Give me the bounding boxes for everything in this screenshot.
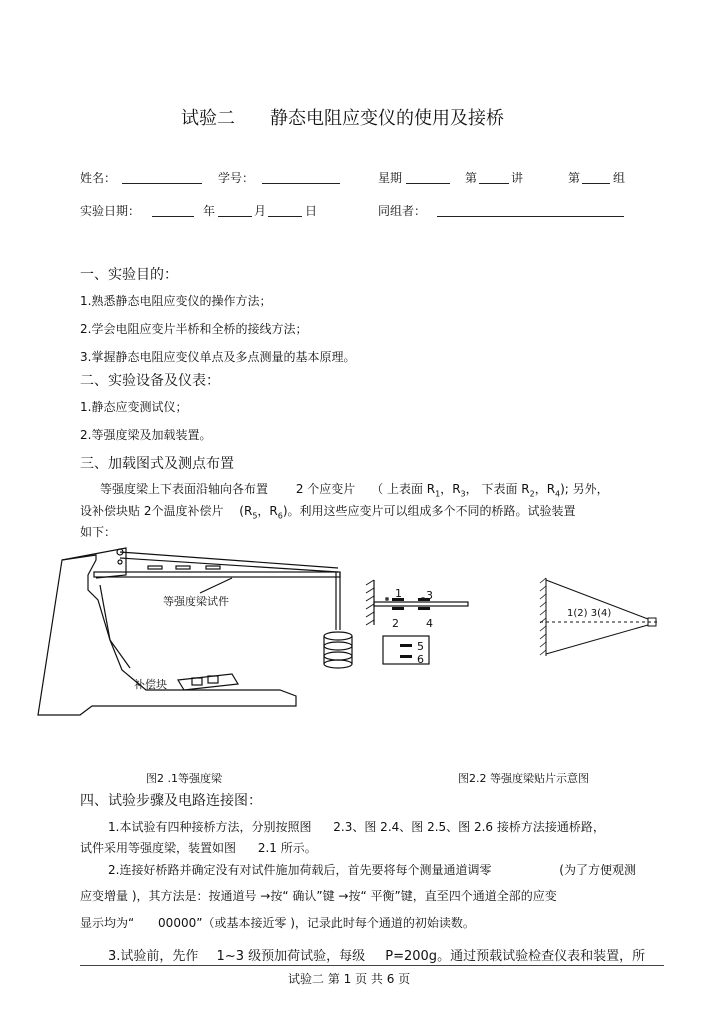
sub-4: 4 — [555, 489, 561, 499]
title-number: 试验二 — [181, 108, 235, 129]
beam-specimen — [94, 572, 340, 577]
sub-6: 6 — [277, 511, 283, 521]
lecture-pre: 第 — [465, 171, 478, 185]
gauge-6-mark — [400, 655, 412, 658]
sec4-line-5 — [80, 914, 475, 931]
month-label: 月 — [254, 204, 267, 218]
sec4-line-2 — [80, 839, 317, 856]
sec4-p5-a: 显示均为“ — [80, 916, 135, 930]
gauge-3-label: 3 — [426, 589, 433, 602]
gauge-2-mark — [392, 607, 404, 610]
stand-frame — [38, 555, 296, 715]
sec4-p2-a: 试件采用等强度梁，装置如图 — [80, 841, 237, 855]
sec4-p1-a: 1.本试验有四种接桥方法，分别按照图 — [108, 820, 312, 834]
figure-2-2-caption: 图2.2 等强度梁贴片示意图 — [458, 772, 589, 785]
sub-1: 1 — [435, 489, 441, 499]
sec4-p6-a: 3.试验前，先作 — [108, 949, 199, 964]
gauge-4-label: 4 — [426, 617, 433, 630]
beam-gauge-2 — [176, 566, 190, 569]
sec1-item-1: 1.熟悉静态电阻应变仪的操作方法； — [80, 294, 272, 308]
sec4-p2-b: 2.1 所示。 — [257, 841, 317, 855]
sec2-item-2: 2.等强度梁及加载装置。 — [80, 428, 212, 442]
section-4-heading: 四、试验步骤及电路连接图： — [80, 793, 262, 809]
sec3-p2-b: (R — [239, 504, 253, 518]
sec4-line-6 — [108, 945, 645, 964]
sub-2: 2 — [529, 489, 535, 499]
gauge-2-label: 2 — [392, 617, 399, 630]
footer-rule — [80, 965, 664, 966]
sec1-item-3: 3.掌握静态电阻应变仪单点及多点测量的基本原理。 — [80, 350, 356, 364]
gauge-1-label: 1 — [395, 587, 402, 600]
sec3-p1-a: 等强度梁上下表面沿轴向各布置 — [100, 482, 269, 496]
lecture-post: 讲 — [511, 171, 524, 185]
sec3-paragraph-line-3: 如下： — [80, 525, 117, 539]
sec3-p1-c: （ 上表面 R — [371, 482, 436, 496]
sec4-p6-b: 1~3 级预加荷试验，每级 — [216, 949, 366, 964]
sec3-p1-b: 2 个应变片 — [295, 482, 356, 496]
sec3-p2-d: )。利用这些应变片可以组成多个不同的桥路。试验装置 — [282, 504, 576, 518]
group-pre: 第 — [568, 171, 581, 185]
weekday-label: 星期 — [378, 171, 403, 185]
section-3-heading: 三、加载图式及测点布置 — [80, 456, 234, 472]
gauge-5-mark — [400, 644, 412, 647]
sub-5: 5 — [252, 511, 258, 521]
beam-specimen-label: 等强度梁试件 — [163, 595, 229, 608]
sec4-line-4: 应变增量 )，其方法是：按通道号 →按“ 确认”键 →按“ 平衡”键，直至四个通道全部的应变 — [80, 889, 557, 903]
beam-gauge-1 — [148, 566, 162, 569]
date-label: 实验日期： — [80, 204, 141, 218]
sub-3: 3 — [460, 489, 466, 499]
section-1-heading: 一、实验目的： — [80, 267, 178, 283]
sec4-line-1 — [108, 818, 605, 835]
page-title: 静态电阻应变仪的使用及接桥 — [270, 108, 504, 129]
triangle-gauge-label: 1(2) 3(4) — [567, 608, 612, 619]
gauge-4-mark — [418, 607, 430, 610]
student-id-label: 学号： — [218, 171, 255, 185]
sec4-p3-a: 2.连接好桥路并确定没有对试件施加荷载后，首先要将每个测量通道调零 — [108, 863, 492, 877]
figure-2-1-caption: 图2 .1等强度梁 — [146, 772, 222, 785]
sec4-line-3 — [108, 861, 636, 878]
sec3-p2-c: ，R — [257, 504, 278, 518]
section-2-heading: 二、实验设备及仪表： — [80, 373, 220, 389]
sec3-p1-g: ); 另外， — [560, 482, 609, 496]
compensation-block-label: 补偿块 — [134, 678, 167, 691]
sec3-p1-f: ，R — [534, 482, 556, 496]
sec4-p3-b: (为了方便观测 — [559, 863, 636, 877]
partner-label: 同组者： — [378, 204, 427, 218]
weight-1 — [324, 632, 352, 640]
gauge-6-label: 6 — [417, 653, 424, 666]
sec3-p2-a: 设补偿块贴 2个温度补偿片 — [80, 504, 224, 518]
page-footer: 试验二 第 1 页 共 6 页 — [288, 972, 411, 986]
day-label: 日 — [305, 204, 318, 218]
sec3-p1-d: ，R — [440, 482, 461, 496]
sec1-item-2: 2.学会电阻应变片半桥和全桥的接线方法； — [80, 322, 308, 336]
sec4-p5-b: 00000”（或基本接近零 )，记录此时每个通道的初始读数。 — [158, 916, 475, 930]
mid-beam — [374, 602, 468, 606]
beam-gauge-3 — [206, 566, 220, 569]
sec4-p1-b: 2.3、图 2.4、图 2.5、图 2.6 接桥方法接通桥路， — [333, 820, 605, 834]
sec4-p6-c: P=200g。通过预载试验检查仪表和装置，所 — [385, 949, 646, 964]
year-label: 年 — [203, 204, 216, 218]
group-post: 组 — [613, 171, 626, 185]
sec3-p1-e: ， 下表面 R — [465, 482, 530, 496]
gauge-5-label: 5 — [417, 640, 424, 653]
name-label: 姓名： — [80, 171, 117, 185]
sec2-item-1: 1.静态应变测试仪； — [80, 400, 188, 414]
